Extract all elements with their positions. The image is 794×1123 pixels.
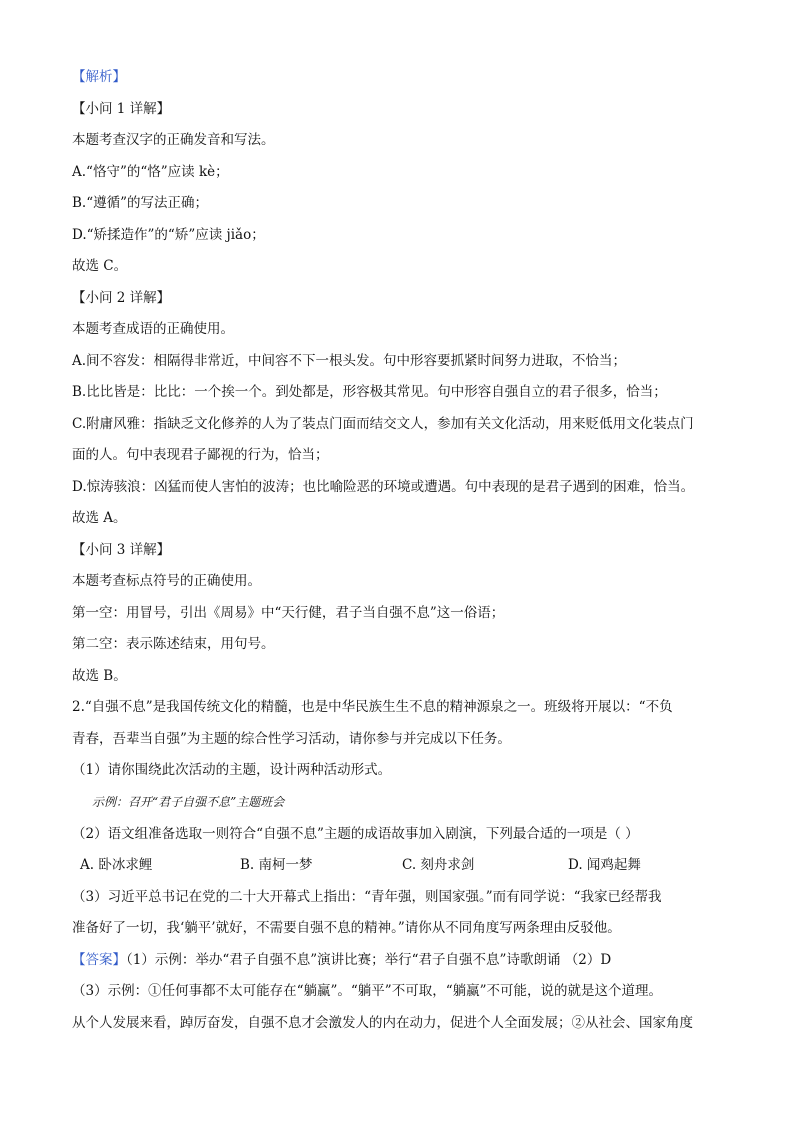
q2-line: D.惊涛骇浪：凶猛而使人害怕的波涛；也比喻险恶的环境或遭遇。句中表现的是君子遇到的困难，恰当。 xyxy=(72,478,695,495)
task1-example: 示例：召开“君子自强不息”主题班会 xyxy=(92,794,285,809)
analysis-label: 【解析】 xyxy=(72,69,126,85)
q1-line: B.“遵循”的写法正确； xyxy=(72,195,209,211)
q3-line: 本题考查标点符号的正确使用。 xyxy=(72,573,261,589)
task2-prompt: （2）语文组准备选取一则符合“自强不息”主题的成语故事加入剧演，下列最合适的一项是（ ） xyxy=(72,825,639,842)
q1-header: 【小问 1 详解】 xyxy=(72,100,171,117)
q1-line: A.“恪守”的“恪”应读 kè； xyxy=(72,163,229,180)
task1-prompt: （1）请你围绕此次活动的主题，设计两种活动形式。 xyxy=(72,762,392,778)
task3-prompt: （3）习近平总书记在党的二十大开幕式上指出：“青年强，则国家强。”而有同学说：“我家已经帮我 xyxy=(72,888,662,905)
option-c: C. 刻舟求剑 xyxy=(402,857,475,873)
answer-label: 【答案】 xyxy=(72,951,126,968)
option-d: D. 闻鸡起舞 xyxy=(568,857,641,873)
option-b: B. 南柯一梦 xyxy=(240,857,313,873)
q3-line: 故选 B。 xyxy=(72,667,127,684)
q3-header: 【小问 3 详解】 xyxy=(72,541,171,558)
answer-line: （3）示例：①任何事都不太可能存在“躺赢”。“躺平”不可取，“躺赢”不可能，说的就是这个道理。 xyxy=(72,983,662,999)
task3-prompt: 准备好了一切，我‘躺平’就好，不需要自强不息的精神。”请你从不同角度写两条理由反驳他。 xyxy=(72,920,621,936)
q2-line: 故选 A。 xyxy=(72,510,127,526)
q2-header: 【小问 2 详解】 xyxy=(72,289,171,306)
option-a: A. 卧冰求鲤 xyxy=(80,857,153,873)
q2-line: 本题考查成语的正确使用。 xyxy=(72,321,234,337)
q2-line: 面的人。句中表现君子鄙视的行为，恰当； xyxy=(72,447,329,463)
q1-line: 故选 C。 xyxy=(72,258,128,274)
question2-stem-line: 2.“自强不息”是我国传统文化的精髓，也是中华民族生生不息的精神源泉之一。班级将开展以：“不负 xyxy=(72,699,673,715)
q1-line: 本题考查汉字的正确发音和写法。 xyxy=(72,132,275,148)
q1-line: D.“矫揉造作”的“矫”应读 jiǎo； xyxy=(72,226,265,243)
q2-line: B.比比皆是：比比：一个挨一个。到处都是，形容极其常见。句中形容自强自立的君子很多，恰当； xyxy=(72,384,667,400)
q3-line: 第二空：表示陈述结束，用句号。 xyxy=(72,636,275,652)
q2-line: C.附庸风雅：指缺乏文化修养的人为了装点门面而结交文人，参加有关文化活动，用来贬低用文化装点门 xyxy=(72,415,694,432)
task2-options xyxy=(72,850,732,882)
answer-line: 从个人发展来看，踔厉奋发，自强不息才会激发人的内在动力，促进个人全面发展；②从社会、国家角度 xyxy=(72,1014,693,1031)
question2-stem-line: 青春，吾辈当自强”为主题的综合性学习活动，请你参与并完成以下任务。 xyxy=(72,730,511,747)
q3-line: 第一空：用冒号，引出《周易》中“天行健，君子当自强不息”这一俗语； xyxy=(72,604,505,621)
answer-text: （1）示例：举办“君子自强不息”演讲比赛；举行“君子自强不息”诗歌朗诵 （2）D xyxy=(126,951,612,968)
document-page xyxy=(72,62,732,1039)
q2-line: A.间不容发：相隔得非常近，中间容不下一根头发。句中形容要抓紧时间努力进取，不恰当； xyxy=(72,352,627,369)
answer-line xyxy=(72,945,732,977)
